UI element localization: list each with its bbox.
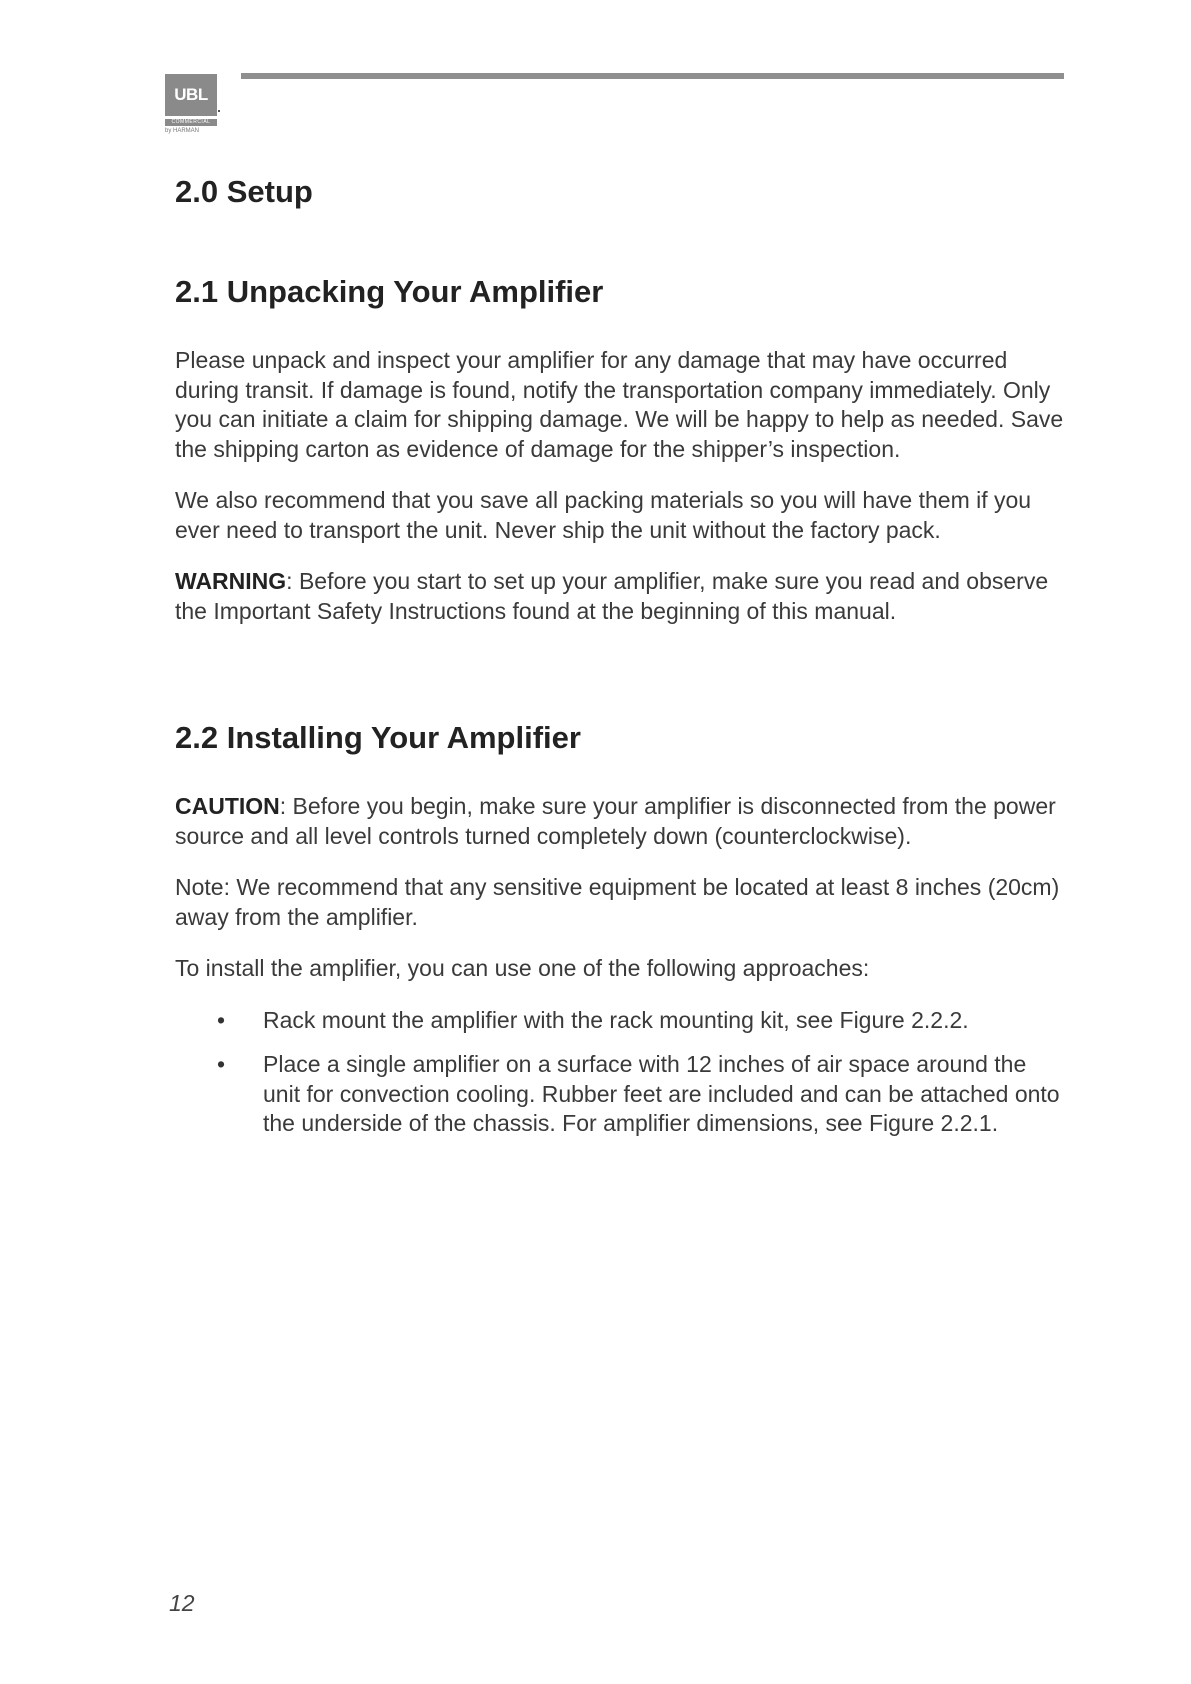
section-title-unpacking: 2.1 Unpacking Your Amplifier (175, 274, 604, 309)
logo-line: COMMERCIAL (165, 119, 217, 126)
list-item-text: Rack mount the amplifier with the rack mounting kit, see Figure 2.2.2. (263, 1006, 969, 1033)
page-number: 12 (169, 1590, 195, 1616)
bullet-glyph: • (217, 1006, 226, 1033)
unpacking-paragraph-1: Please unpack and inspect your amplifier for any damage that may have occurred during transit. If damage is found, notify the transportation company immediately. Only you can initiate a claim for shipping damage. We will be happy to help as needed. Save the shipping carton as evidence of damage for the shipper’s inspection. (175, 347, 1064, 462)
note-paragraph: Note: We recommend that any sensitive equipment be located at least 8 inches (20cm) away from the amplifier. (175, 874, 1060, 930)
warning-label: WARNING (175, 568, 287, 594)
section-title-setup: 2.0 Setup (175, 174, 313, 209)
logo-by: by HARMAN (165, 128, 200, 134)
install-approaches-list (175, 1006, 1065, 1139)
section-title-installing: 2.2 Installing Your Amplifier (175, 720, 581, 755)
warning-paragraph (175, 567, 1065, 626)
list-item (175, 1006, 1065, 1036)
list-item (175, 1050, 1065, 1139)
caution-label: CAUTION (175, 793, 280, 819)
jbl-commercial-logo (165, 74, 217, 135)
unpacking-paragraph-2: We also recommend that you save all packing materials so you will have them if you ever need to transport the unit. Never ship the unit without the factory pack. (175, 487, 1032, 543)
header-rule (241, 73, 1064, 79)
list-item-text: Place a single amplifier on a surface with 12 inches of air space around the unit for convection cooling. Rubber feet are included and can be attached onto the underside of the chassis. For amplifier dimensions, see Figure 2.2.1. (263, 1051, 1060, 1136)
bullet-glyph: • (217, 1051, 226, 1077)
caution-text: : Before you begin, make sure your amplifier is disconnected from the power source and all level controls turned completely down (counterclockwise). (175, 793, 1056, 849)
warning-text: : Before you start to set up your amplifier, make sure you read and observe the Important Safety Instructions found at the beginning of this manual. (175, 568, 1049, 624)
install-intro: To install the amplifier, you can use one of the following approaches: (175, 955, 870, 981)
logo-brand: UBL (165, 74, 217, 116)
page-content (175, 170, 1065, 1154)
logo-dot (218, 110, 220, 112)
caution-paragraph (175, 792, 1065, 851)
